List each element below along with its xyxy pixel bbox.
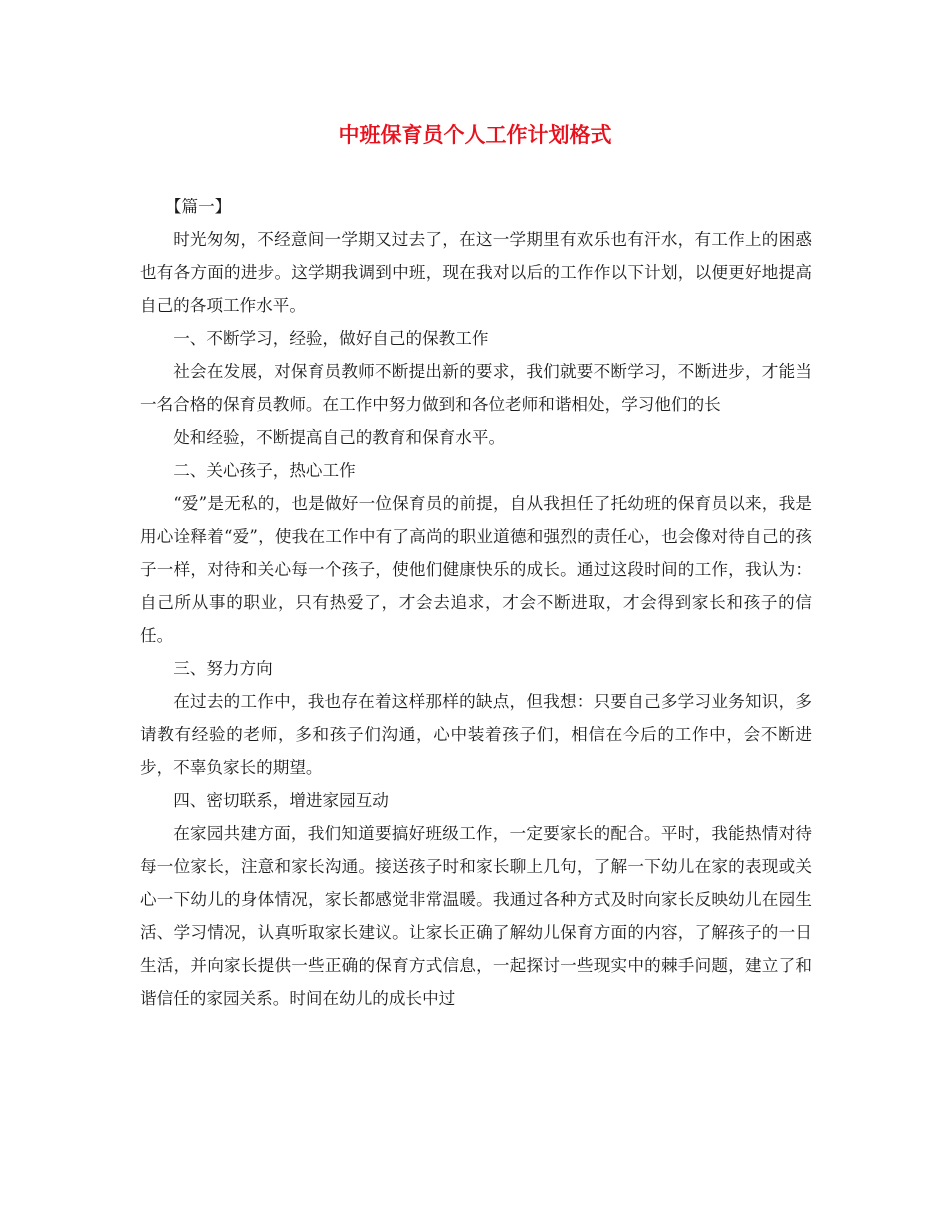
paragraph: “爱”是无私的，也是做好一位保育员的前提，自从我担任了托幼班的保育员以来，我是用心诠释着“爱”，使我在工作中有了高尚的职业道德和强烈的责任心，也会像对待自己的孩子一样，对待和关心每一个孩子，使他们健康快乐的成长。通过这段时间的工作，我认为：自己所从事的职业，只有热爱了，才会去追求，才会不断进取，才会得到家长和孩子的信任。 <box>140 494 812 645</box>
paragraph: 处和经验，不断提高自己的教育和保育水平。 <box>173 428 506 447</box>
section-heading: 一、不断学习，经验，做好自己的保教工作 <box>173 329 489 348</box>
document-title: 中班保育员个人工作计划格式 <box>338 123 612 147</box>
document-body <box>140 190 812 1015</box>
paragraph: 在家园共建方面，我们知道要搞好班级工作，一定要家长的配合。平时，我能热情对待每一位家长，注意和家长沟通。接送孩子时和家长聊上几句，了解一下幼儿在家的表现或关心一下幼儿的身体情况，家长都感觉非常温暖。我通过各种方式及时向家长反映幼儿在园生活、学习情况，认真听取家长建议。让家长正确了解幼儿保育方面的内容，了解孩子的一日生活，并向家长提供一些正确的保育方式信息，一起探讨一些现实中的棘手问题，建立了和谐信任的家园关系。时间在幼儿的成长中过 <box>140 824 812 1008</box>
paragraph: 在过去的工作中，我也存在着这样那样的缺点，但我想：只要自己多学习业务知识，多请教有经验的老师，多和孩子们沟通，心中装着孩子们，相信在今后的工作中，会不断进步，不辜负家长的期望。 <box>140 692 812 777</box>
paragraph: 社会在发展，对保育员教师不断提出新的要求，我们就要不断学习，不断进步，才能当一名合格的保育员教师。在工作中努力做到和各位老师和谐相处，学习他们的长 <box>140 362 812 414</box>
section-heading: 二、关心孩子，热心工作 <box>173 461 356 480</box>
section-label: 【篇一】 <box>164 197 232 216</box>
paragraph: 时光匆匆，不经意间一学期又过去了，在这一学期里有欢乐也有汗水，有工作上的困惑也有各方面的进步。这学期我调到中班，现在我对以后的工作作以下计划，以便更好地提高自己的各项工作水平。 <box>140 230 812 315</box>
section-heading: 三、努力方向 <box>173 659 273 678</box>
section-heading: 四、密切联系，增进家园互动 <box>173 791 389 810</box>
